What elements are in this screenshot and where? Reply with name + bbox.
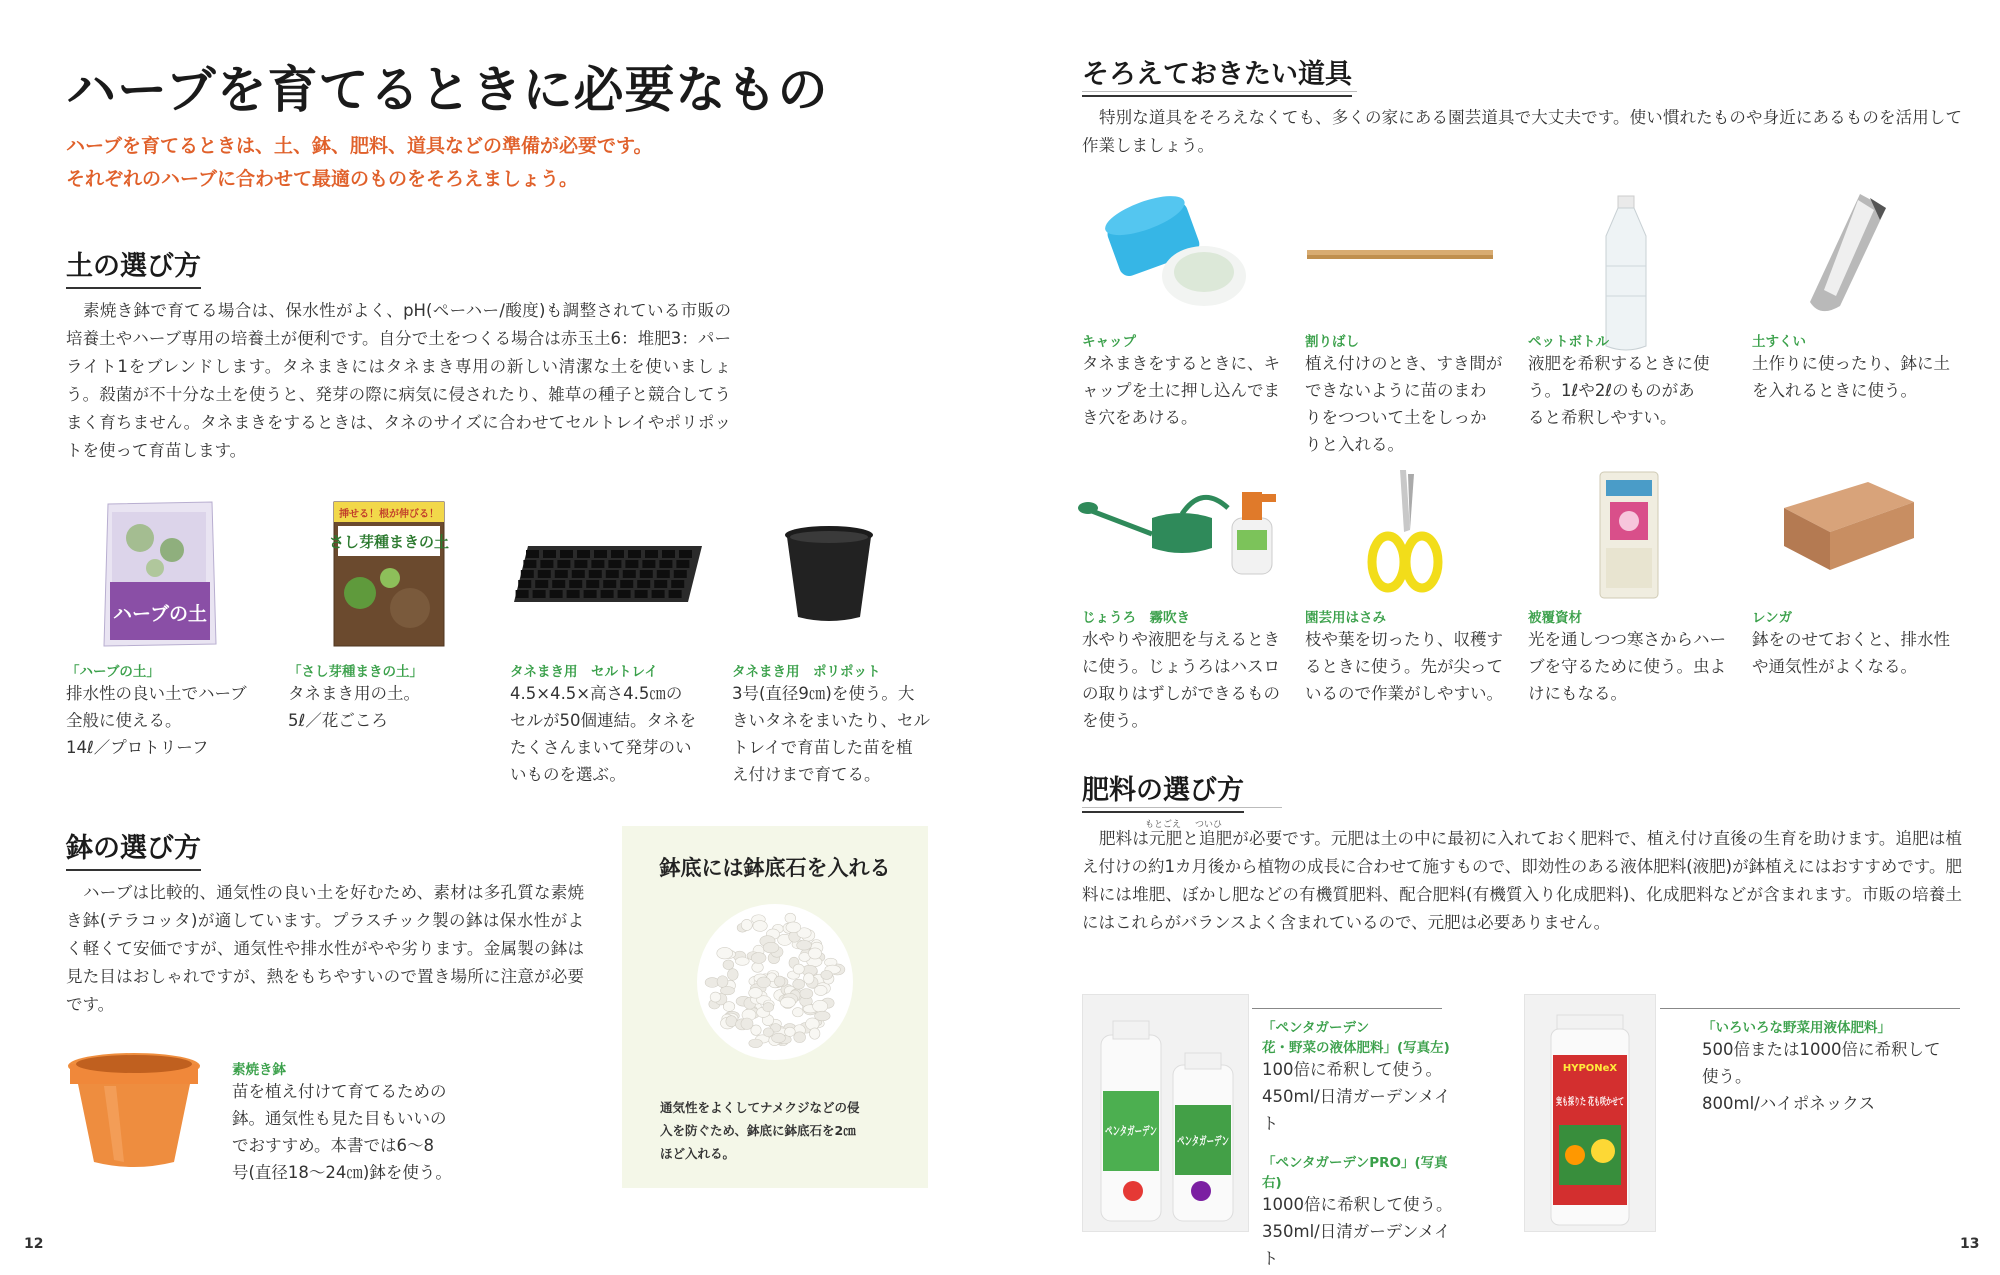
bottle3-brand: HYPONeX: [1562, 1063, 1618, 1074]
poly-pot-label: タネまき用 ポリポット: [732, 664, 881, 680]
chopsticks-label: 割りばし: [1305, 334, 1359, 350]
tray-cell: [586, 580, 599, 588]
hyponex-caption: [1702, 1016, 1962, 1117]
pot-stone: [757, 977, 770, 988]
tray-cell: [662, 550, 675, 558]
pot-stone: [821, 970, 832, 979]
cover-line-3: けにもなる。: [1528, 684, 1627, 703]
tray-cell: [669, 590, 682, 598]
cutting-soil-bag-text: さし芽種まきの土: [328, 533, 450, 551]
cell-tray-line-2: セルが50個連結。タネを: [510, 711, 696, 730]
pot-stone: [720, 986, 734, 994]
pot-stone-line-1: 通気性をよくしてナメクジなどの侵: [660, 1100, 860, 1115]
pot-stone: [814, 985, 827, 995]
penta-label-1: 「ペンタガーデン: [1262, 1020, 1370, 1036]
watering-line-2: に使う。じょうろはハスロ: [1082, 657, 1280, 676]
chopsticks-line-3: りをつついて土をしっか: [1305, 408, 1487, 427]
shears-line-1: 枝や葉を切ったり、収穫す: [1305, 630, 1503, 649]
fert-heading: 肥料の選び方: [1082, 768, 1244, 813]
pot-stone: [813, 1000, 828, 1012]
brick-line-2: や通気性がよくなる。: [1752, 657, 1917, 676]
tray-cell: [523, 560, 536, 568]
clay-pot-line-2: 鉢。通気性も見た目もいいの: [232, 1109, 447, 1128]
herb-soil-caption: [66, 660, 266, 761]
penta-pro-label: 「ペンタガーデンPRO」(写真右): [1262, 1155, 1448, 1191]
tools-heading: そろえておきたい道具: [1082, 52, 1352, 97]
tray-cell: [642, 560, 655, 568]
pot-stone: [804, 973, 814, 984]
pot-stone: [753, 921, 767, 932]
pot-stone-box: [622, 826, 928, 1188]
tray-cell: [611, 550, 624, 558]
tray-cell: [606, 570, 619, 578]
poly-pot-image: [782, 525, 876, 625]
herb-soil-line-3: 14ℓ／プロトリーフ: [66, 738, 209, 757]
pot-stone: [749, 988, 762, 999]
cell-tray-line-4: いものを選ぶ。: [510, 765, 626, 784]
hyponex-line-3: 800ml/ハイポネックス: [1702, 1094, 1876, 1113]
penta-line-1: 100倍に希釈して使う。: [1262, 1060, 1442, 1079]
cap-line-3: き穴をあける。: [1082, 408, 1198, 427]
pot-stone: [727, 969, 738, 981]
cutting-soil-label: 「さし芽種まきの土」: [288, 664, 423, 680]
hyponex-photo: [1524, 994, 1670, 1232]
soil-heading: 土の選び方: [66, 244, 201, 289]
bottle3-text: 実も採りた 花も咲かせて: [1556, 1097, 1670, 1108]
herb-soil-line-2: 全般に使える。: [66, 711, 182, 730]
tray-cell: [657, 570, 670, 578]
tray-cell: [645, 550, 658, 558]
page-number-right: 13: [1960, 1236, 1980, 1252]
penta-bottles-image: [1083, 995, 1248, 1231]
fert-heading-rule: [1082, 807, 1282, 808]
tray-cell: [574, 560, 587, 568]
page-number-left: 12: [24, 1236, 44, 1252]
pot-stone: [741, 1018, 753, 1029]
tray-cell: [584, 590, 597, 598]
cap-line-2: ャップを土に押し込んでま: [1082, 381, 1280, 400]
pot-stone: [741, 919, 752, 930]
soil-scoop-caption: [1752, 330, 1962, 404]
brick-label: レンガ: [1752, 610, 1793, 626]
tray-cell: [628, 550, 641, 558]
tray-cell: [671, 580, 684, 588]
pot-stone: [774, 976, 785, 987]
tray-cell: [550, 590, 563, 598]
tray-cell: [674, 570, 687, 578]
pot-body: ハーブは比較的、通気性の良い土を好むため、素材は多孔質な素焼き鉢(テラコッタ)が適しています。プラスチック製の鉢は保水性がよく軽くて安価ですが、通気性や排水性がやや劣ります。金属製の鉢は見た目はおしゃれですが、熱をもちやすいので置き場所に注意が必要です。: [66, 883, 584, 1014]
pot-stone: [785, 1027, 796, 1036]
lead-text: [66, 130, 653, 196]
cover-label: 被覆資材: [1528, 610, 1582, 626]
hyponex-line-1: 500倍または1000倍に希釈して: [1702, 1040, 1941, 1059]
cutting-soil-bag-image: [330, 498, 448, 650]
hyponex-line-2: 使う。: [1702, 1067, 1752, 1086]
brick-line-1: 鉢をのせておくと、排水性: [1752, 630, 1950, 649]
tray-cell: [679, 550, 692, 558]
pot-stone: [726, 1016, 737, 1027]
cap-line-1: タネまきをするときに、キ: [1082, 354, 1280, 373]
hyponex-caption-rule: [1660, 1008, 1960, 1009]
clay-pot-label: 素焼き鉢: [232, 1062, 286, 1078]
chopsticks-line-4: りと入れる。: [1305, 435, 1404, 454]
pot-stone: [723, 1002, 735, 1012]
tray-cell: [623, 570, 636, 578]
pot-stone: [751, 953, 766, 964]
pot-stone: [717, 976, 728, 988]
penta-pro-line-2: 350ml/日清ガーデンメイト: [1262, 1222, 1451, 1268]
watering-can-sprayer-image: [1082, 478, 1282, 578]
pot-stone: [772, 1033, 786, 1043]
cutting-soil-line-2: 5ℓ／花ごころ: [288, 711, 388, 730]
tray-cell: [518, 580, 531, 588]
pot-stone: [763, 1003, 774, 1012]
pot-stone: [793, 964, 804, 974]
lead-line-1: ハーブを育てるときは、土、鉢、肥料、道具などの準備が必要です。: [66, 135, 653, 157]
cell-tray-line-3: たくさんまいて発芽のい: [510, 738, 692, 757]
pot-stone: [808, 948, 821, 959]
tray-cell: [654, 580, 667, 588]
hyponex-label: 「いろいろな野菜用液体肥料」: [1702, 1020, 1891, 1036]
tray-cell: [572, 570, 585, 578]
poly-pot-line-3: トレイで育苗した苗を植: [732, 738, 913, 757]
pet-bottle-label: ペットボトル: [1528, 334, 1609, 350]
clay-pot-image: [64, 1050, 204, 1172]
cell-tray-line-1: 4.5×4.5×高さ4.5㎝の: [510, 684, 683, 703]
tray-cell: [589, 570, 602, 578]
bottle2-label: ペンタガーデン: [1177, 1134, 1229, 1148]
cover-line-2: ブを守るために使う。虫よ: [1528, 657, 1726, 676]
clay-pot-line-1: 苗を植え付けて育てるための: [232, 1082, 447, 1101]
tray-cell: [676, 560, 689, 568]
pot-stone: [793, 979, 805, 989]
tray-cell: [608, 560, 621, 568]
soil-body: 素焼き鉢で育てる場合は、保水性がよく、pH(ペーハー/酸度)も調整されている市販の培養土やハーブ専用の培養土が便利です。自分で土をつくる場合は赤玉土6：堆肥3：パーライト1をブレンドします。タネまきにはタネまき専用の新しい清潔な土を使いましょう。殺菌が不十分な土を使うと、発芽の際に病気に侵されたり、雑草の種子と競合してうまく育ちません。タネまきをするときは、タネのサイズに合わせてセルトレイやポリポットを使って育苗します。: [66, 301, 731, 460]
clay-pot-line-4: 号(直径18〜24㎝)鉢を使う。: [232, 1163, 452, 1182]
soil-scoop-line-2: を入れるときに使う。: [1752, 381, 1917, 400]
page-title: ハーブを育てるときに必要なもの: [66, 61, 829, 119]
pot-stone-title: 鉢底には鉢底石を入れる: [659, 855, 891, 880]
pot-stone: [763, 942, 779, 953]
tray-cell: [535, 580, 548, 588]
pot-stone: [723, 960, 734, 970]
tray-cell: [540, 560, 553, 568]
tray-cell: [625, 560, 638, 568]
soil-scoop-label: 土すくい: [1752, 334, 1806, 350]
tray-cell: [603, 580, 616, 588]
tray-cell: [652, 590, 665, 598]
cell-tray-image: [510, 540, 706, 612]
herb-soil-label: 「ハーブの土」: [66, 664, 160, 680]
chopsticks-caption: [1305, 330, 1515, 458]
cutting-soil-bag-top: 挿せる！根が伸びる！: [339, 509, 439, 520]
tray-cell: [552, 580, 565, 588]
pot-heading: 鉢の選び方: [66, 826, 201, 871]
pot-stone: [815, 1011, 831, 1021]
shears-caption: [1305, 606, 1515, 707]
bottle1-label: ペンタガーデン: [1105, 1124, 1157, 1138]
tray-cell: [601, 590, 614, 598]
pot-stone-line-3: ほど入れる。: [660, 1146, 736, 1161]
pot-stone: [749, 1039, 763, 1048]
pot-stone-caption: [660, 1096, 900, 1165]
tray-cell: [533, 590, 546, 598]
tray-cell: [560, 550, 573, 558]
watering-line-4: を使う。: [1082, 711, 1148, 730]
penta-line-2: 450ml/日清ガーデンメイト: [1262, 1087, 1451, 1133]
shears-line-2: るときに使う。先が尖って: [1305, 657, 1503, 676]
penta-caption-rule: [1252, 1008, 1442, 1009]
shears-line-3: いるので作業がしやすい。: [1305, 684, 1503, 703]
tray-cell: [569, 580, 582, 588]
tray-cell: [620, 580, 633, 588]
pot-stone: [797, 940, 812, 950]
fert-body: 肥料は元肥と追肥が必要です。元肥は土の中に最初に入れておく肥料で、植え付け直後の生育を助けます。追肥は植え付けの約1カ月後から植物の成長に合わせて施すもので、即効性のある液体肥料(液肥)が鉢植えにはおすすめです。肥料には堆肥、ぼかし肥などの有機質肥料、配合肥料(有機質入り化成肥料)、化成肥料などが含まれます。市販の培養土にはこれらがバランスよく含まれているので、元肥は必要ありません。: [1082, 829, 1962, 932]
tray-cell: [637, 580, 650, 588]
pet-bottle-line-2: う。1ℓや2ℓのものがあ: [1528, 381, 1695, 400]
pruning-shears-image: [1370, 470, 1440, 594]
hyponex-bottle-image: [1525, 995, 1670, 1231]
pot-stone: [780, 997, 795, 1008]
poly-pot-line-4: え付けまで育てる。: [732, 765, 881, 784]
tray-cell: [640, 570, 653, 578]
pot-stone: [785, 913, 796, 923]
soil-scoop-image: [1800, 194, 1890, 316]
tray-cell: [516, 590, 529, 598]
poly-pot-line-2: きいタネをまいたり、セル: [732, 711, 930, 730]
clay-pot-caption: [232, 1058, 472, 1186]
pot-stone-line-2: 入を防ぐため、鉢底に鉢底石を2㎝: [660, 1123, 856, 1138]
chopsticks-line-1: 植え付けのとき、すき間が: [1305, 354, 1503, 373]
poly-pot-line-1: 3号(直径9㎝)を使う。大: [732, 684, 915, 703]
fert-ruby-2: ついひ: [1195, 820, 1223, 830]
pet-bottle-caption: [1528, 330, 1738, 431]
tray-cell: [594, 550, 607, 558]
tray-cell: [635, 590, 648, 598]
pet-bottle-line-3: ると希釈しやすい。: [1528, 408, 1677, 427]
herb-soil-bag-text: ハーブの土: [112, 603, 208, 625]
penta-label-2: 花・野菜の液体肥料」(写真左): [1262, 1040, 1450, 1056]
pot-stones-image: [692, 902, 858, 1062]
pot-stone: [717, 947, 733, 959]
tray-cell: [538, 570, 551, 578]
tools-heading-rule: [1082, 91, 1357, 92]
brick-image: [1778, 478, 1918, 578]
pot-stone: [786, 922, 801, 933]
cover-line-1: 光を通しつつ寒さからハー: [1528, 630, 1726, 649]
cap-label: キャップ: [1082, 334, 1136, 350]
brick-caption: [1752, 606, 1962, 680]
pot-heading-wrap: [66, 826, 201, 871]
cutting-soil-caption: [288, 660, 488, 734]
tray-cell: [557, 560, 570, 568]
pot-stone: [792, 1008, 803, 1017]
clay-pot-line-3: でおすすめ。本書では6〜8: [232, 1136, 435, 1155]
pot-stone: [809, 1028, 819, 1039]
cell-tray-caption: [510, 660, 710, 788]
pot-stone: [710, 992, 721, 1002]
tray-cell: [577, 550, 590, 558]
chopsticks-image: [1305, 245, 1495, 265]
cap-caption: [1082, 330, 1292, 431]
cover-material-image: [1598, 470, 1660, 600]
cutting-soil-line-1: タネまき用の土。: [288, 684, 420, 703]
pot-stone: [735, 957, 749, 965]
watering-caption: [1082, 606, 1292, 734]
tray-cell: [618, 590, 631, 598]
tray-cell: [521, 570, 534, 578]
herb-soil-line-1: 排水性の良い土でハーブ: [66, 684, 247, 703]
cover-caption: [1528, 606, 1738, 707]
pot-stone: [752, 962, 764, 972]
pot-stone: [800, 989, 813, 999]
pet-bottle-line-1: 液肥を希釈するときに使: [1528, 354, 1710, 373]
watering-line-3: の取りはずしができるもの: [1082, 684, 1280, 703]
poly-pot-caption: [732, 660, 932, 788]
pot-stone: [794, 1032, 806, 1043]
tray-cell: [526, 550, 539, 558]
tray-cell: [567, 590, 580, 598]
penta-garden-photo: [1082, 994, 1249, 1232]
fert-ruby-1: もとごえ: [1145, 820, 1182, 830]
tools-body: 特別な道具をそろえなくても、多くの家にある園芸道具で大丈夫です。使い慣れたものや身近にあるものを活用して作業しましょう。: [1082, 108, 1962, 155]
pot-stone: [763, 1028, 773, 1037]
cell-tray-label: タネまき用 セルトレイ: [510, 664, 658, 680]
shears-label: 園芸用はさみ: [1305, 610, 1386, 626]
tray-cell: [555, 570, 568, 578]
chopsticks-line-2: できないように苗のまわ: [1305, 381, 1487, 400]
tray-cell: [591, 560, 604, 568]
penta-caption: [1262, 1016, 1462, 1272]
cap-image: [1108, 190, 1248, 316]
soil-scoop-line-1: 土作りに使ったり、鉢に土: [1752, 354, 1950, 373]
tray-cell: [543, 550, 556, 558]
watering-label: じょうろ 霧吹き: [1082, 610, 1190, 626]
watering-line-1: 水やりや液肥を与えるとき: [1082, 630, 1280, 649]
soil-heading-wrap: [66, 244, 212, 289]
herb-soil-bag-image: [100, 498, 220, 650]
lead-line-2: それぞれのハーブに合わせて最適のものをそろえましょう。: [66, 168, 579, 190]
tray-cell: [659, 560, 672, 568]
penta-pro-line-1: 1000倍に希釈して使う。: [1262, 1195, 1453, 1214]
